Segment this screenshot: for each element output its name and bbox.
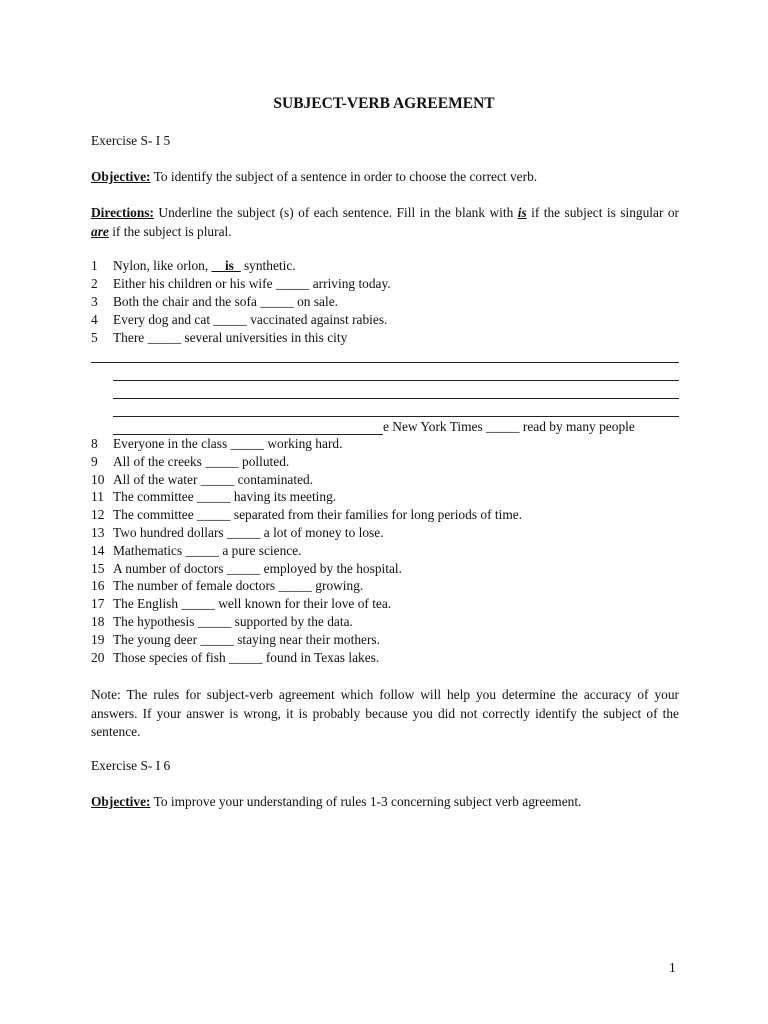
item-text: The number of female doctors _____ growing.: [113, 578, 364, 594]
list-item: [0, 258, 768, 276]
directions-paragraph: [91, 204, 679, 241]
item-text: The committee _____ having its meeting.: [113, 489, 337, 505]
list-item: [0, 489, 768, 507]
exercise-heading: Exercise S- I 5: [91, 133, 171, 148]
item-number: 20: [91, 649, 105, 665]
objective-paragraph: [91, 168, 679, 187]
list-item: [0, 632, 768, 650]
objective-text: To identify the subject of a sentence in order to choose the correct verb.: [150, 169, 538, 184]
item-number: 3: [91, 294, 98, 309]
directions-label: Directions:: [91, 205, 154, 220]
item-text: All of the water _____ contaminated.: [113, 471, 314, 487]
list-item: [0, 472, 768, 490]
item-text: Either his children or his wife _____ arriving today.: [113, 276, 391, 291]
objective-label: Objective:: [91, 169, 151, 184]
item-number: 10: [91, 471, 105, 487]
item-number: 12: [91, 507, 105, 523]
exercise-heading: Exercise S- I 6: [91, 758, 171, 773]
item-text-end: synthetic.: [240, 258, 296, 273]
item-text: A number of doctors _____ employed by the hospital.: [113, 560, 402, 576]
list-item: [0, 525, 768, 543]
item-text: Mathematics _____ a pure science.: [113, 542, 302, 558]
answer-line: [113, 380, 679, 381]
item-number: 16: [91, 578, 105, 594]
item-number: 18: [91, 614, 105, 629]
list-item: [0, 330, 768, 348]
item-text-start: Nylon, like orlon,: [113, 258, 212, 273]
answer-line: [113, 416, 679, 417]
item-text: The young deer _____ staying near their mothers.: [113, 631, 380, 647]
item-number: 9: [91, 453, 98, 469]
list-item: [0, 312, 768, 330]
note-paragraph: Note: The rules for subject-verb agreement which follow will help you determine the accuracy of your answers. If your answer is wrong, it is probably because you did not correctly identify the subject of the sentence.: [91, 687, 679, 739]
list-item: [0, 543, 768, 561]
item-number: 13: [91, 525, 105, 540]
list-item: [0, 561, 768, 579]
item-text: [113, 258, 296, 274]
item-number: 8: [91, 436, 98, 451]
item-text: The committee _____ separated from their families for long periods of time.: [113, 507, 523, 523]
item-text: Every dog and cat _____ vaccinated against rabies.: [113, 312, 388, 327]
item-number: 1: [91, 258, 98, 273]
keyword-is: is: [517, 205, 527, 220]
item-number: 19: [91, 631, 105, 647]
item-number: 4: [91, 312, 98, 327]
partial-item-text: e New York Times _____ read by many people: [383, 419, 635, 434]
list-item: [0, 596, 768, 614]
item-number: 15: [91, 560, 105, 576]
objective-text: To improve your understanding of rules 1-3 concerning subject verb agreement.: [150, 794, 582, 809]
item-number: 14: [91, 542, 105, 558]
item-number: 11: [91, 489, 104, 505]
list-item: [0, 650, 768, 668]
answer-blank: __is_: [211, 258, 241, 273]
item-text: Two hundred dollars _____ a lot of money to lose.: [113, 525, 384, 540]
keyword-are: are: [91, 223, 109, 239]
item-text: There _____ several universities in this city: [113, 330, 348, 345]
item-text: Both the chair and the sofa _____ on sale.: [113, 294, 338, 309]
directions-text: if the subject is singular or: [526, 205, 680, 220]
item-text: All of the creeks _____ polluted.: [113, 453, 290, 469]
list-item: [0, 507, 768, 525]
item-number: 2: [91, 276, 98, 291]
item-text: The English _____ well known for their love of tea.: [113, 596, 392, 612]
list-item: [0, 454, 768, 472]
item-number: 17: [91, 596, 105, 612]
directions-text: Underline the subject (s) of each sentence. Fill in the blank with: [153, 205, 518, 220]
answer-line: [113, 398, 679, 399]
objective-paragraph: [91, 793, 679, 812]
list-item: [0, 294, 768, 312]
objective-label: Objective:: [91, 794, 151, 809]
item-number: 5: [91, 330, 98, 345]
directions-text: if the subject is plural.: [108, 223, 232, 239]
list-item: [0, 276, 768, 294]
page-number: 1: [669, 960, 676, 975]
list-item: [0, 578, 768, 596]
item-text: Those species of fish _____ found in Texas lakes.: [113, 649, 380, 665]
list-item: [0, 614, 768, 632]
item-text: The hypothesis _____ supported by the data.: [113, 614, 353, 629]
answer-line: [113, 434, 383, 435]
list-item: [0, 436, 768, 454]
answer-line: [91, 362, 679, 363]
item-text: Everyone in the class _____ working hard.: [113, 436, 343, 451]
page-title: SUBJECT-VERB AGREEMENT: [273, 95, 495, 112]
